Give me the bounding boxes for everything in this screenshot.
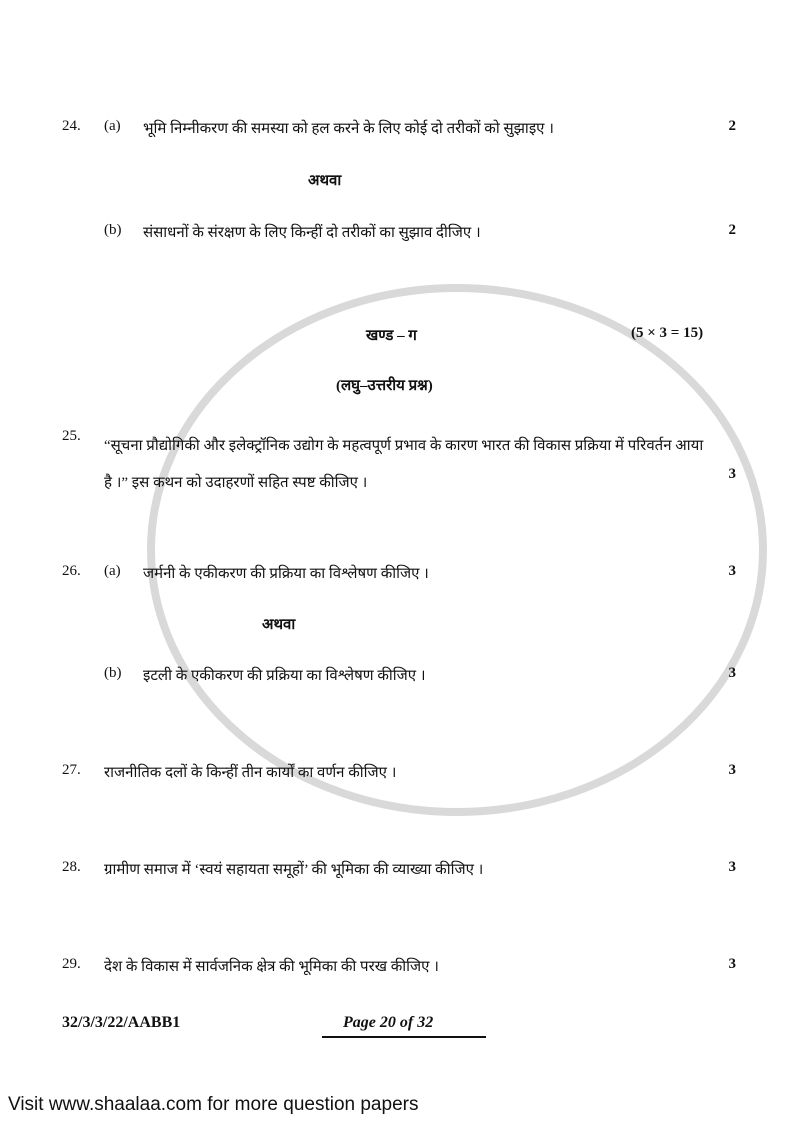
- q26a-text: जर्मनी के एकीकरण की प्रक्रिया का विश्लेषण कीजिए ।: [143, 566, 429, 582]
- visit-link-text[interactable]: Visit www.shaalaa.com for more question papers: [8, 1094, 419, 1115]
- q24-number: 24.: [62, 118, 81, 134]
- q24-or: अथवा: [308, 173, 342, 189]
- q26a-label: (a): [104, 563, 121, 579]
- paper-code: 32/3/3/22/AABB1: [62, 1014, 181, 1031]
- page-number: Page 20 of 32: [343, 1014, 434, 1031]
- q24a-marks: 2: [728, 118, 736, 134]
- q26a-marks: 3: [728, 563, 736, 579]
- q26b-text: इटली के एकीकरण की प्रक्रिया का विश्लेषण कीजिए ।: [143, 668, 426, 684]
- q29-number: 29.: [62, 956, 81, 972]
- q24b-label: (b): [104, 222, 122, 238]
- q27-text: राजनीतिक दलों के किन्हीं तीन कार्यों का वर्णन कीजिए ।: [104, 765, 397, 781]
- q25-number: 25.: [62, 428, 81, 444]
- q25-line2: परिवर्तन आया है ।” इस कथन को उदाहरणों सहित स्पष्ट कीजिए ।: [104, 438, 704, 491]
- q26b-label: (b): [104, 665, 122, 681]
- q28-number: 28.: [62, 859, 81, 875]
- q25-marks: 3: [728, 466, 736, 482]
- q28-text: ग्रामीण समाज में ‘स्वयं सहायता समूहों’ की भूमिका की व्याख्या कीजिए ।: [104, 862, 484, 878]
- q24b-text: संसाधनों के संरक्षण के लिए किन्हीं दो तरीकों का सुझाव दीजिए ।: [143, 225, 481, 241]
- q26b-marks: 3: [728, 665, 736, 681]
- q25-line1: “सूचना प्रौद्योगिकी और इलेक्ट्रॉनिक उद्योग के महत्वपूर्ण प्रभाव के कारण भारत की विकास प्रक्रिया में: [104, 438, 625, 454]
- q28-marks: 3: [728, 859, 736, 875]
- q25-text: [104, 428, 714, 502]
- watermark-circle: [151, 288, 763, 812]
- q24a-text: भूमि निम्नीकरण की समस्या को हल करने के लिए कोई दो तरीकों को सुझाइए ।: [143, 121, 554, 137]
- footer-underline: [322, 1036, 486, 1038]
- section-subtitle: (लघु–उत्तरीय प्रश्न): [336, 378, 433, 394]
- q27-number: 27.: [62, 762, 81, 778]
- q24a-label: (a): [104, 118, 121, 134]
- q29-text: देश के विकास में सार्वजनिक क्षेत्र की भूमिका की परख कीजिए ।: [104, 959, 439, 975]
- q26-or: अथवा: [262, 617, 296, 633]
- q29-marks: 3: [728, 956, 736, 972]
- section-marks: (5 × 3 = 15): [631, 325, 704, 341]
- q26-number: 26.: [62, 563, 81, 579]
- section-title: खण्ड – ग: [366, 328, 417, 344]
- q24b-marks: 2: [728, 222, 736, 238]
- q27-marks: 3: [728, 762, 736, 778]
